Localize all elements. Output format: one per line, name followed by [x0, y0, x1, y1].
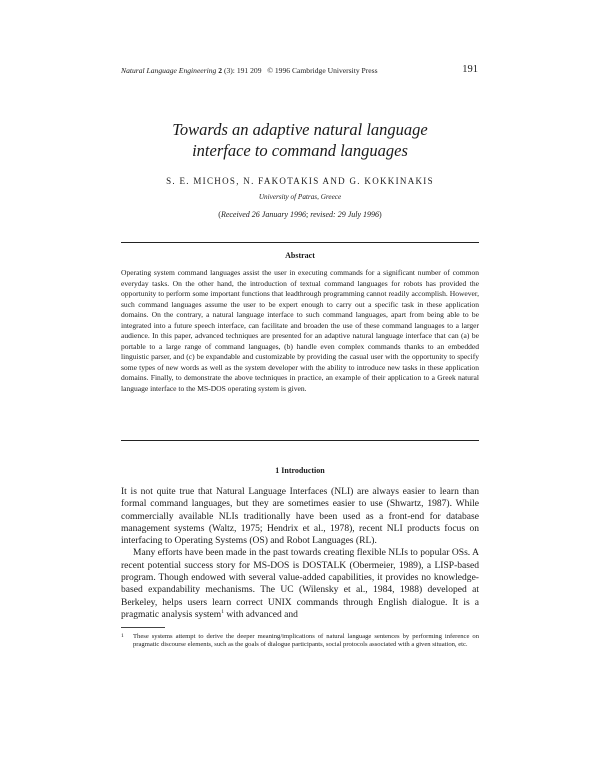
- footnote-rule: [121, 627, 165, 628]
- intro-paragraph-2: [121, 547, 479, 621]
- footnote: [121, 633, 479, 649]
- section-heading-introduction: 1 Introduction: [275, 466, 325, 475]
- abstract-text: Operating system command languages assist the user in executing commands for a significant number of common everyday tasks. On the other hand, the introduction of textual command languages for robots has provided the opportunity to perform some important functions that leadthrough programming cannot readily accomplish. However, such command languages assume the user to be expert enough to carry out a specific task in these application domains. On the contrary, a natural language interface to such command languages, apart from being able to be integrated into a future speech interface, can facilitate and broaden the use of these command languages to a larger audience. In this paper, advanced techniques are presented for an adaptive natural language interface that can (a) be portable to a large range of command languages, (b) handle even complex commands thanks to an embedded linguistic parser, and (c) be expandable and customizable by providing the casual user with the opportunity to specify some types of new words as well as the system developer with the ability to introduce new tasks in these application domains. Finally, to demonstrate the above techniques in practice, an example of their application to a Greek natural language interface to the MS-DOS operating system is given.: [121, 268, 479, 394]
- author-affiliation: University of Patras, Greece: [258, 193, 342, 201]
- journal-issue-pages: (3): 191 209: [223, 66, 262, 75]
- page-number: 191: [462, 64, 478, 75]
- paper-title-line-2: interface to command languages: [192, 141, 408, 160]
- running-header: [121, 66, 479, 76]
- paper-title: [120, 119, 480, 161]
- revised-date: revised: 29 July 1996: [310, 210, 380, 219]
- intro-paragraph-2-text: Many efforts have been made in the past towards creating flexible NLIs to popular OSs. A recent potential success story for MS-DOS is DOSTALK (Obermeier, 1989), a LISP-based program. Though endowed with several value-added capabilities, it provides no knowledge-based expandability mechanisms. The UC (Wilensky et al., 1984, 1988) developed at Berkeley, helps users learn correct UNIX commands through English dialogue. It is a pragmatic analysis system: [121, 547, 479, 620]
- received-separator: ;: [306, 210, 311, 219]
- footnote-text: These systems attempt to derive the deeper meaning/implications of natural language sentences by performing inference on pragmatic discourse elements, such as the goals of dialogue participants, social protocols associated with a given situation, etc.: [133, 633, 479, 649]
- abstract-top-rule: [121, 242, 479, 243]
- received-close: ): [379, 210, 382, 219]
- abstract-heading: Abstract: [285, 251, 315, 260]
- introduction-body: [121, 486, 479, 621]
- copyright-notice: © 1996 Cambridge University Press: [267, 66, 378, 75]
- received-dates: [120, 210, 480, 219]
- footnote-mark: 1: [121, 633, 124, 639]
- received-open: (: [218, 210, 221, 219]
- paper-authors: S. E. MICHOS, N. FAKOTAKIS AND G. KOKKINAKIS: [166, 176, 434, 186]
- abstract-bottom-rule: [121, 440, 479, 441]
- journal-volume: 2: [218, 66, 223, 75]
- intro-paragraph-1: It is not quite true that Natural Language Interfaces (NLI) are always easier to learn than formal command languages, but they are sometimes easier to use (Shwartz, 1987). While commercially available NLIs traditionally have been used as a front-end for database management systems (Waltz, 1975; Hendrix et al., 1978), recent NLI products focus on interfacing to Operating Systems (OS) and Robot Languages (RL).: [121, 486, 479, 547]
- paper-title-line-1: Towards an adaptive natural language: [172, 120, 428, 139]
- intro-paragraph-2-tail: with advanced and: [223, 608, 298, 620]
- footnote-reference: 1: [221, 608, 224, 615]
- journal-name: Natural Language Engineering: [121, 66, 217, 75]
- received-date: Received 26 January 1996: [220, 210, 307, 219]
